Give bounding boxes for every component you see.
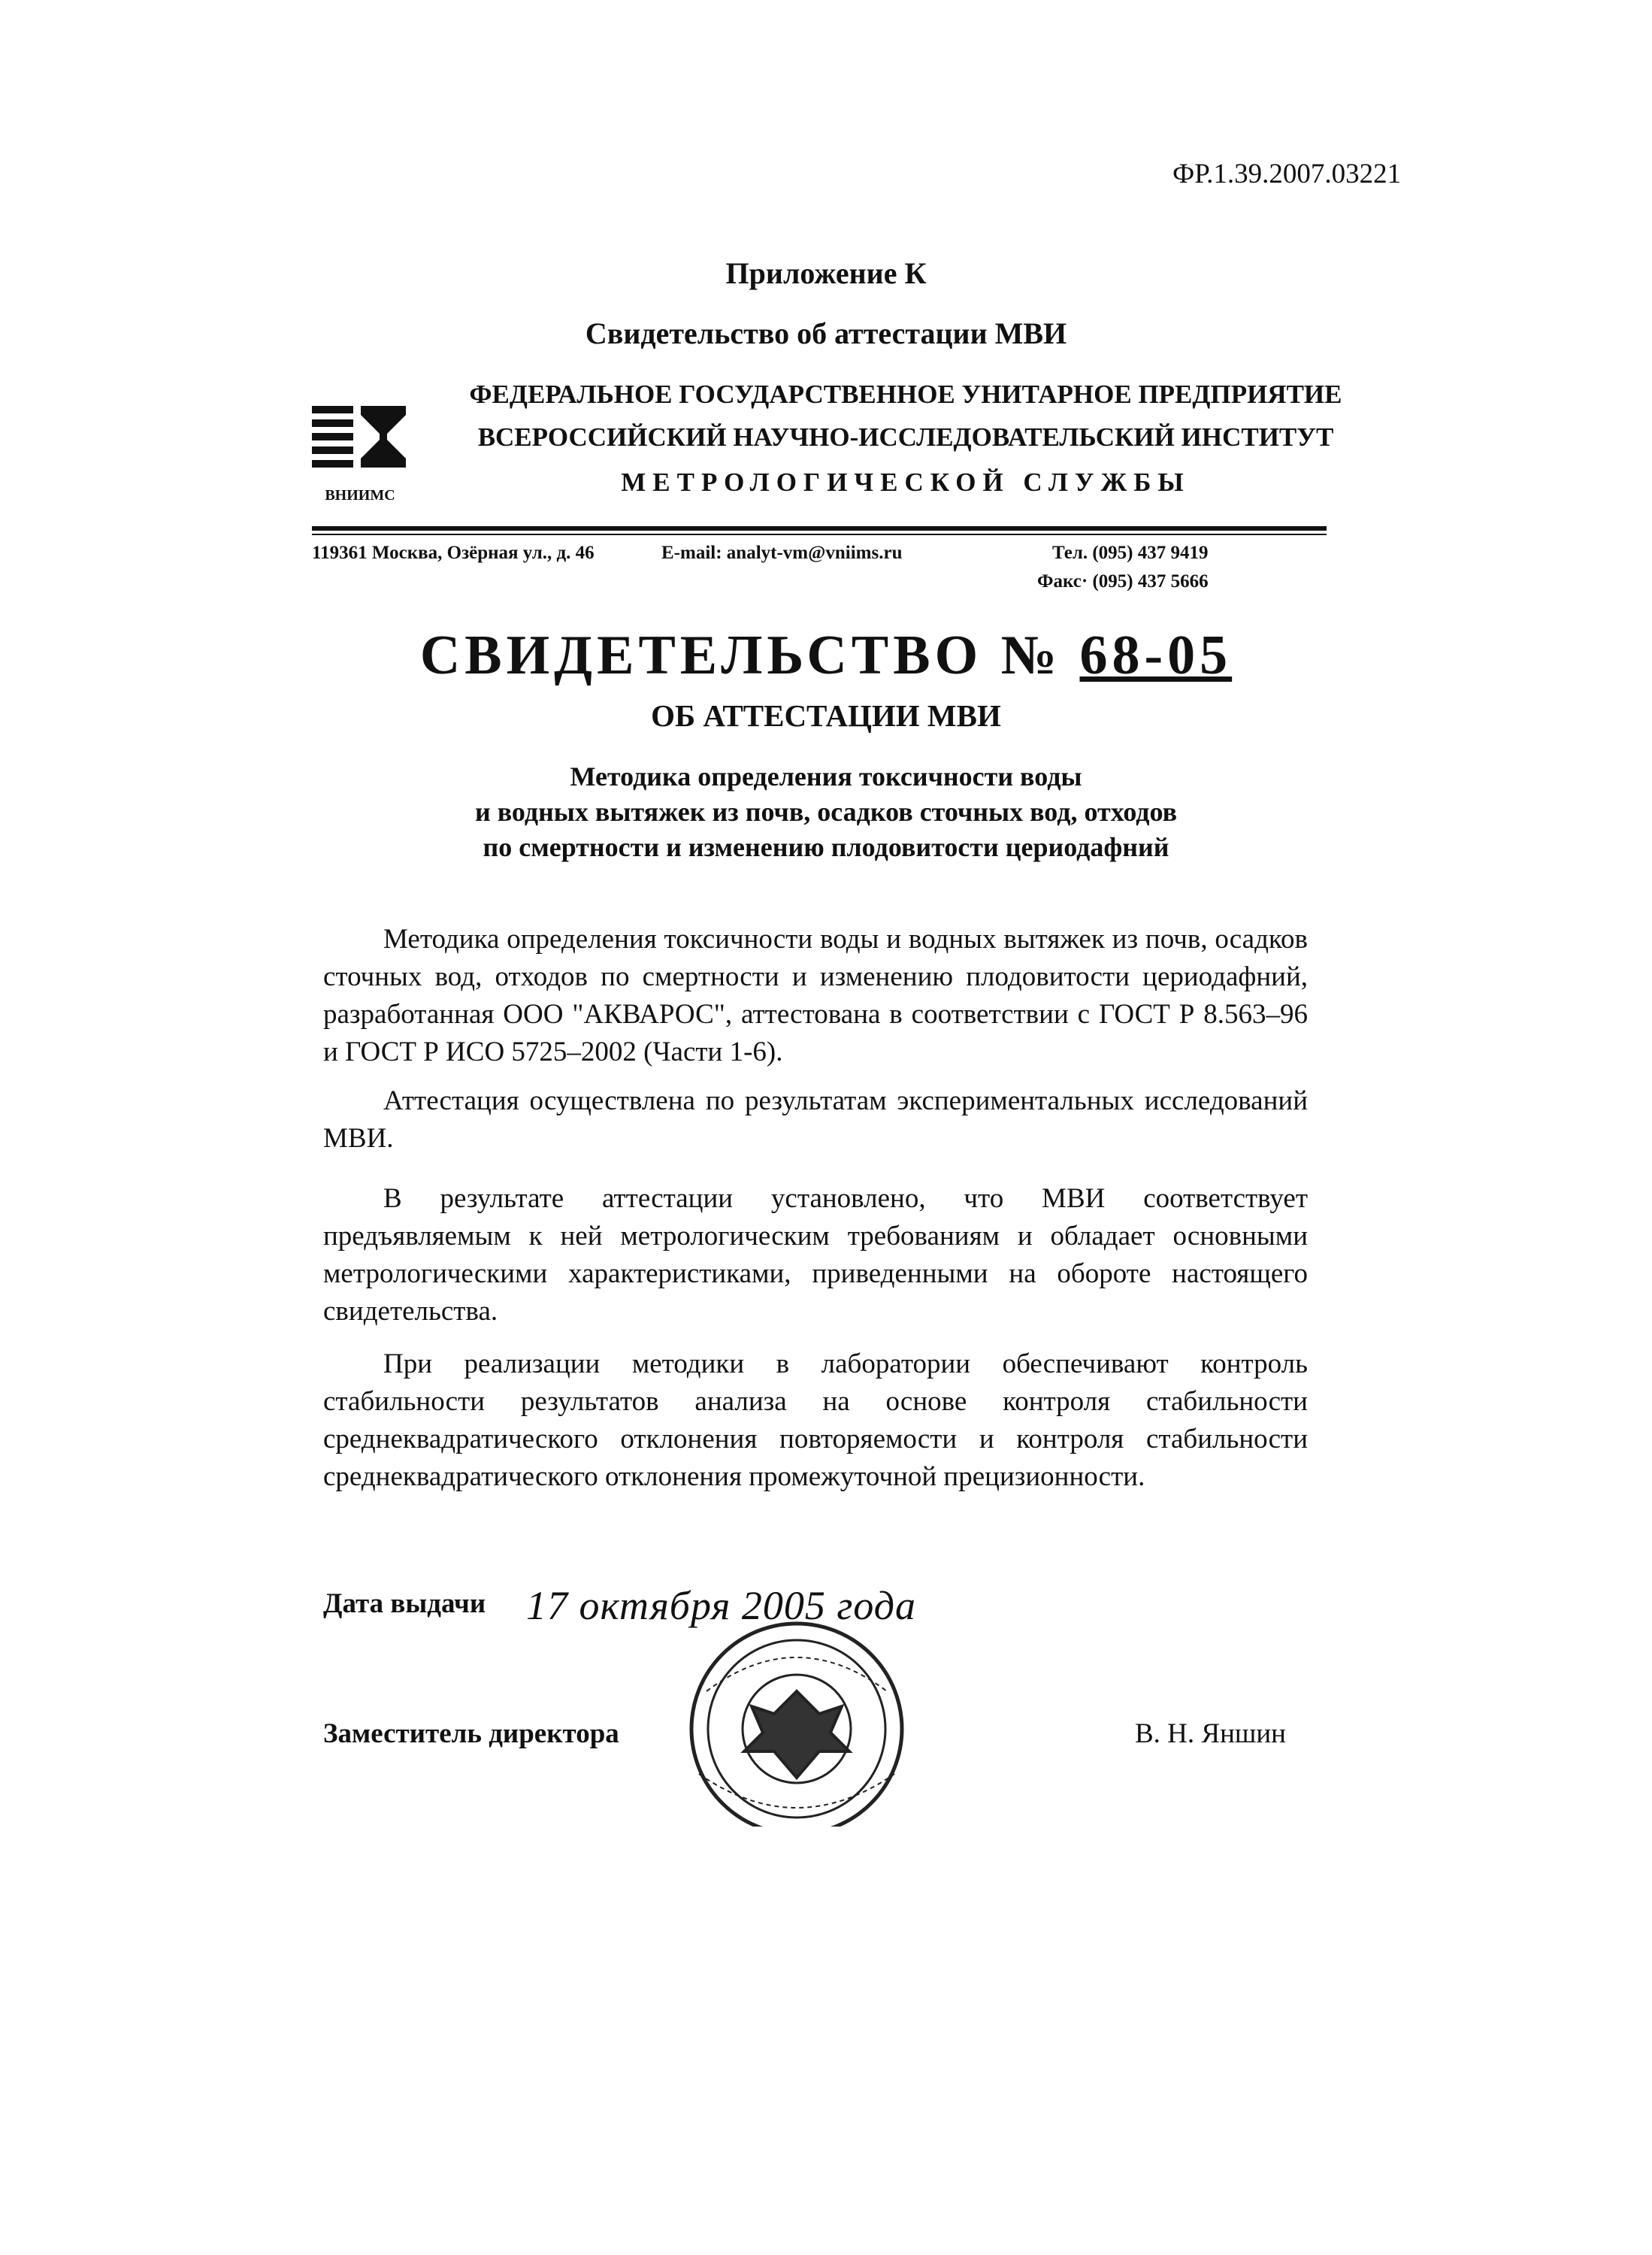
certificate-title — [0, 624, 1652, 688]
method-title-line: по смертности и изменению плодовитости цериодафний — [483, 832, 1169, 862]
logo-caption: ВНИИМС — [325, 487, 395, 504]
appendix-heading: Приложение К — [725, 256, 927, 290]
document-number: ФР.1.39.2007.03221 — [1172, 159, 1402, 189]
body-paragraph-4: При реализации методики в лаборатории обеспечивают контроль стабильности результатов анализа на основе контроля стабильности среднеквадратического отклонения повторяемости и контроля стабильности среднеквадратического отклонения промежуточной прецизионности. — [323, 1348, 1308, 1492]
deputy-director-label: Заместитель директора — [323, 1718, 619, 1749]
org-fax: Факс· (095) 437 5666 — [1037, 571, 1209, 592]
org-name-line-2: ВСЕРОССИЙСКИЙ НАУЧНО-ИССЛЕДОВАТЕЛЬСКИЙ ИНСТИТУТ — [477, 422, 1334, 452]
official-seal-icon — [624, 1601, 970, 1827]
body-paragraph-2: Аттестация осуществлена по результатам экспериментальных исследований МВИ. — [323, 1085, 1308, 1154]
body-paragraph-1: Методика определения токсичности воды и водных вытяжек из почв, осадков сточных вод, отходов по смертности и изменению плодовитости цериодафний, разработанная ООО "АКВАРОС", аттестована в соответствии с ГОСТ Р 8.563–96 и ГОСТ Р ИСО 5725–2002 (Части 1-6). — [323, 924, 1308, 1067]
org-email: E-mail: analyt-vm@vniims.ru — [661, 543, 903, 563]
certificate-title-prefix: СВИДЕТЕЛЬСТВО № — [419, 625, 1061, 686]
issue-date-label: Дата выдачи — [323, 1588, 486, 1619]
certificate-title-2: ОБ АТТЕСТАЦИИ МВИ — [651, 698, 1001, 733]
header-rule-thick — [312, 526, 1327, 531]
org-name-line-1: ФЕДЕРАЛЬНОЕ ГОСУДАРСТВЕННОЕ УНИТАРНОЕ ПРЕДПРИЯТИЕ — [469, 380, 1342, 409]
vniims-logo-icon — [308, 398, 410, 489]
body-paragraph-3: В результате аттестации установлено, что МВИ соответствует предъявляемым к ней метрологическим требованиям и обладает основными метрологическими характеристиками, приведенными на обороте настоящего свидетельства. — [323, 1183, 1308, 1327]
method-title-line: Методика определения токсичности воды — [570, 761, 1082, 792]
header-rule-thin — [312, 534, 1327, 535]
org-phone: Тел. (095) 437 9419 — [1052, 543, 1209, 563]
signer-name: В. Н. Яншин — [1135, 1718, 1286, 1749]
method-title — [0, 759, 1652, 865]
method-title-line: и водных вытяжек из почв, осадков сточных вод, отходов — [474, 797, 1178, 827]
issue-date-handwritten: 17 октября 2005 года — [526, 1583, 917, 1628]
org-name-line-3: МЕТРОЛОГИЧЕСКОЙ СЛУЖБЫ — [621, 468, 1191, 497]
org-address: 119361 Москва, Озёрная ул., д. 46 — [312, 543, 595, 563]
certificate-subheading: Свидетельство об аттестации МВИ — [585, 316, 1067, 350]
certificate-number: 68-05 — [1079, 625, 1233, 686]
